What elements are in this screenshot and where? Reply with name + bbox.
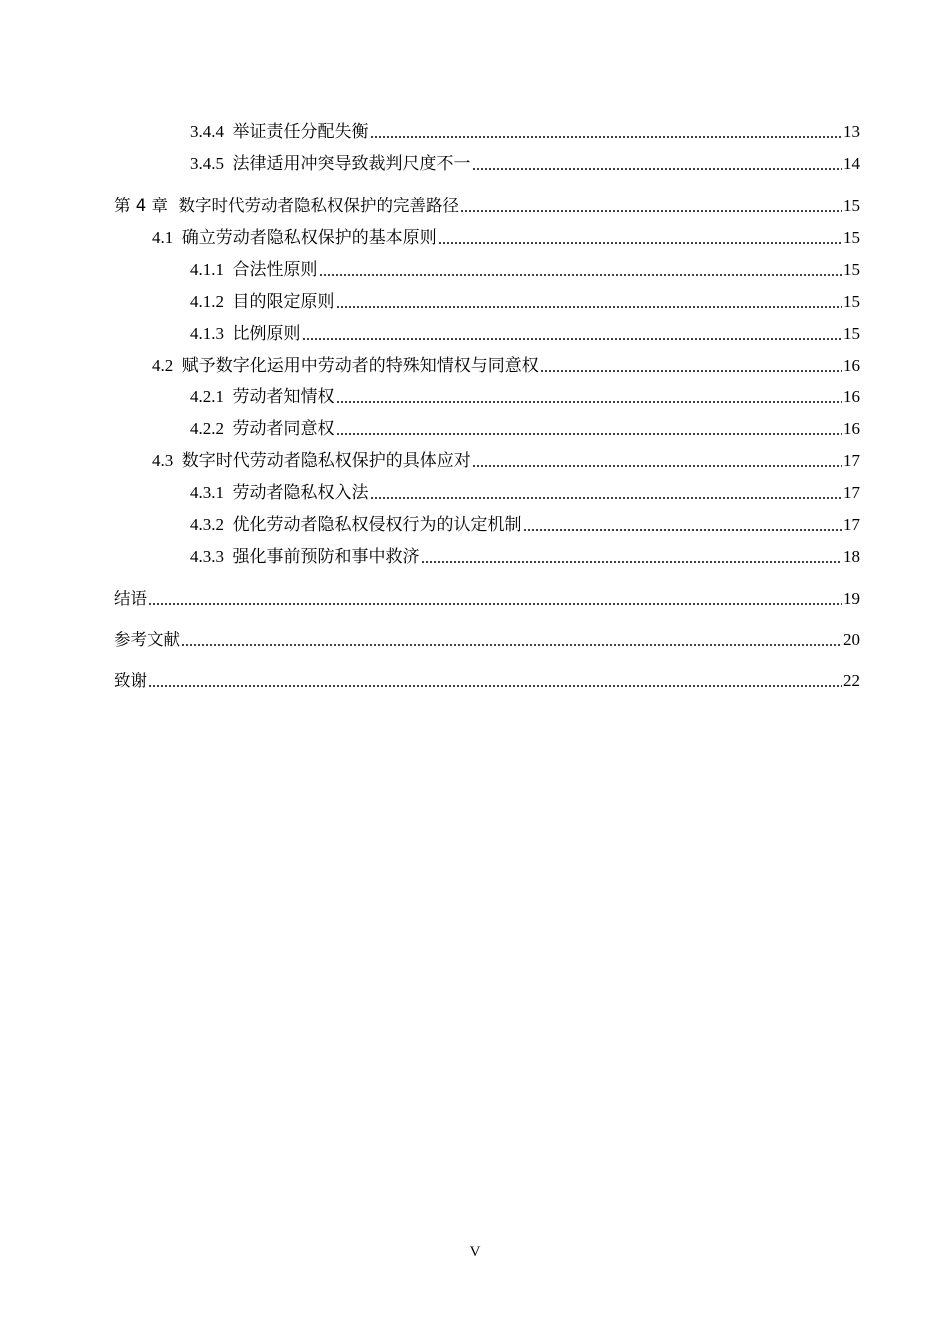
toc-chapter-entry[interactable] [114,192,860,216]
toc-entry-page: 16 [843,419,860,438]
toc-dot-leader [472,168,843,170]
toc-dot-leader [421,561,843,563]
toc-entry-page: 22 [843,671,860,690]
toc-entry-title: 4.3.2 优化劳动者隐私权侵权行为的认定机制 [190,515,522,534]
toc-entry-title: 参考文献 [114,630,180,649]
toc-entry-page: 17 [843,515,860,534]
toc-entry-page: 14 [843,154,860,173]
toc-entry-page: 20 [843,630,860,649]
toc-dot-leader [460,210,842,212]
toc-chapter-entry[interactable] [114,585,860,609]
toc-entry-title: 4.1.2 目的限定原则 [190,292,335,311]
toc-dot-leader [370,136,843,138]
toc-entry[interactable] [114,383,860,407]
toc-entry-title: 4.2.1 劳动者知情权 [190,387,335,406]
toc-entry-page: 16 [843,387,860,406]
toc-dot-leader [336,401,843,403]
toc-chapter-entry[interactable] [114,626,860,650]
toc-entry-title: 4.3.1 劳动者隐私权入法 [190,483,369,502]
toc-entry-title: 4.1.1 合法性原则 [190,260,318,279]
toc-entry-page: 17 [843,451,860,470]
toc-dot-leader [523,529,843,531]
toc-entry[interactable] [114,415,860,439]
toc-entry-page: 16 [843,356,860,375]
toc-dot-leader [302,338,843,340]
toc-entry-title: 4.2 赋予数字化运用中劳动者的特殊知情权与同意权 [152,356,539,375]
toc-entry-title: 第 4 章 数字时代劳动者隐私权保护的完善路径 [114,196,459,215]
toc-dot-leader [181,644,842,646]
toc-entry-title: 结语 [114,589,147,608]
toc-entry-title: 4.1 确立劳动者隐私权保护的基本原则 [152,228,437,247]
toc-entry[interactable] [114,256,860,280]
toc-entry-page: 15 [843,260,860,279]
toc-entry-page: 17 [843,483,860,502]
toc-section-entry[interactable] [114,447,860,471]
toc-entry[interactable] [114,150,860,174]
toc-entry-title: 致谢 [114,671,147,690]
toc-entry-title: 4.3.3 强化事前预防和事中救济 [190,547,420,566]
toc-entry-page: 19 [843,589,860,608]
toc-entry-page: 13 [843,122,860,141]
toc-entry-page: 15 [843,324,860,343]
toc-dot-leader [319,274,843,276]
toc-entry-title: 4.1.3 比例原则 [190,324,301,343]
toc-dot-leader [336,433,843,435]
toc-dot-leader [370,497,843,499]
toc-dot-leader [336,306,843,308]
toc-dot-leader [438,242,842,244]
toc-entry[interactable] [114,479,860,503]
toc-entry[interactable] [114,511,860,535]
toc-entry-title: 4.3 数字时代劳动者隐私权保护的具体应对 [152,451,471,470]
toc-entry-page: 15 [843,292,860,311]
toc-entry[interactable] [114,320,860,344]
toc-section-entry[interactable] [114,352,860,376]
toc-entry-page: 18 [843,547,860,566]
toc-dot-leader [148,603,842,605]
toc-entry-title: 4.2.2 劳动者同意权 [190,419,335,438]
toc-section-entry[interactable] [114,224,860,248]
toc-dot-leader [148,685,842,687]
toc-chapter-entry[interactable] [114,667,860,691]
toc-entry-title: 3.4.5 法律适用冲突导致裁判尺度不一 [190,154,471,173]
toc-entry[interactable] [114,118,860,142]
toc-entry-page: 15 [843,228,860,247]
toc-dot-leader [472,465,842,467]
toc-entry-page: 15 [843,196,860,215]
toc-entry[interactable] [114,543,860,567]
toc-entry-title: 3.4.4 举证责任分配失衡 [190,122,369,141]
footer-page-number: V [469,1244,481,1260]
toc-dot-leader [540,370,842,372]
toc-entry[interactable] [114,288,860,312]
